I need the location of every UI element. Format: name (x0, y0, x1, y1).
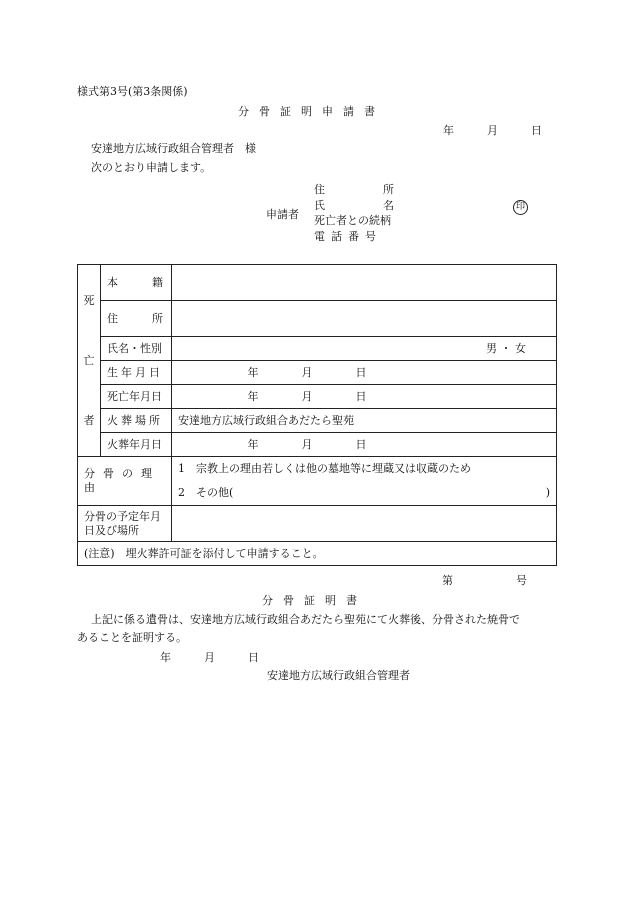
certificate-number (442, 574, 527, 588)
group-char-2: 亡 (83, 353, 95, 367)
applicant-name-label-b: 名 (383, 199, 394, 212)
reason-label: 分骨の理由 (84, 467, 160, 494)
reason-option-2[interactable] (178, 481, 550, 505)
address-label-cell (101, 301, 172, 337)
schedule-field[interactable] (172, 506, 557, 542)
date-day: 日 (531, 124, 542, 137)
form-number: 様式第3号(第3条関係) (77, 85, 188, 98)
birth-label: 生年月日 (107, 365, 163, 379)
intro-text: 次のとおり申請します。 (91, 161, 212, 174)
certificate-number-suffix: 号 (516, 574, 527, 587)
applicant-name-label-a: 氏 (314, 199, 325, 212)
schedule-label-line1: 分骨の予定年月 (84, 509, 161, 523)
group-char-3: 者 (83, 413, 95, 427)
honseki-label-b: 籍 (152, 275, 163, 289)
certificate-year: 年 (160, 651, 171, 664)
schedule-label-cell (78, 506, 172, 542)
sex-separator: ・ (500, 341, 512, 355)
cremation-day: 日 (355, 437, 367, 451)
applicant-relation-label: 死亡者との続柄 (314, 214, 391, 227)
page-title: 分骨証明申請書 (238, 105, 385, 118)
reason-option-1[interactable]: 1 宗教上の理由若しくは他の墓地等に埋蔵又は収蔵のため (178, 462, 471, 475)
name-sex-field[interactable] (172, 337, 557, 361)
date-line (443, 124, 542, 138)
addressee: 安達地方広域行政組合管理者 様 (91, 142, 256, 155)
crematorium-label: 火葬場所 (101, 409, 172, 433)
reason-option-2-close: ) (545, 486, 550, 499)
certificate-month: 月 (204, 651, 215, 664)
death-day: 日 (355, 389, 367, 403)
birth-month: 月 (301, 365, 313, 379)
note-text: (注意) 埋火葬許可証を添付して申請すること。 (84, 546, 324, 560)
deceased-info-table (77, 264, 557, 566)
honseki-label-cell (101, 265, 172, 301)
honseki-label-a: 本 (107, 275, 118, 289)
death-month: 月 (301, 389, 313, 403)
applicant-address-label-a: 住 (314, 183, 325, 196)
certificate-date (160, 651, 259, 665)
certificate-day: 日 (248, 651, 259, 664)
cremation-date-field[interactable] (172, 433, 557, 457)
reason-option-2-text: 2 その他( (178, 486, 234, 499)
birth-label-cell (101, 361, 172, 385)
certificate-body-line1: 上記に係る遺骨は、安達地方広域行政組合あだたら聖苑にて火葬後、分骨された焼骨で (91, 613, 520, 626)
address-field[interactable] (172, 301, 557, 337)
date-month: 月 (487, 124, 498, 137)
group-char-1: 死 (83, 293, 95, 307)
cremation-month: 月 (301, 437, 313, 451)
female-option[interactable]: 女 (515, 341, 526, 355)
certificate-title: 分骨証明書 (262, 594, 367, 607)
date-year: 年 (443, 124, 454, 137)
schedule-label-line2: 日及び場所 (84, 523, 139, 537)
crematorium-value: 安達地方広域行政組合あだたら聖苑 (172, 409, 557, 433)
applicant-phone-label: 電話番号 (314, 230, 382, 243)
death-date-field[interactable] (172, 385, 557, 409)
applicant-address-row (314, 183, 394, 197)
address-label-b: 所 (152, 311, 163, 325)
applicant-name-row (314, 199, 394, 213)
certificate-number-prefix: 第 (442, 574, 453, 587)
male-option[interactable]: 男 (486, 341, 497, 355)
birth-year: 年 (247, 365, 259, 379)
seal-icon (513, 199, 528, 215)
certificate-issuer: 安達地方広域行政組合管理者 (267, 669, 410, 682)
death-year: 年 (247, 389, 259, 403)
cremation-year: 年 (247, 437, 259, 451)
birth-date-field[interactable] (172, 361, 557, 385)
certificate-body-line2: あることを証明する。 (77, 631, 187, 644)
name-sex-label: 氏名・性別 (101, 337, 172, 361)
birth-day: 日 (355, 365, 367, 379)
reason-field[interactable] (172, 457, 557, 506)
applicant-address-label-b: 所 (383, 183, 394, 196)
honseki-field[interactable] (172, 265, 557, 301)
seal-mark: 印 (513, 200, 528, 215)
address-label-a: 住 (107, 311, 118, 325)
cremation-date-label: 火葬年月日 (101, 433, 172, 457)
reason-label-cell (78, 457, 172, 506)
note-cell (78, 542, 557, 566)
applicant-label: 申請者 (266, 208, 299, 221)
deceased-group-label (78, 265, 101, 457)
death-date-label: 死亡年月日 (101, 385, 172, 409)
